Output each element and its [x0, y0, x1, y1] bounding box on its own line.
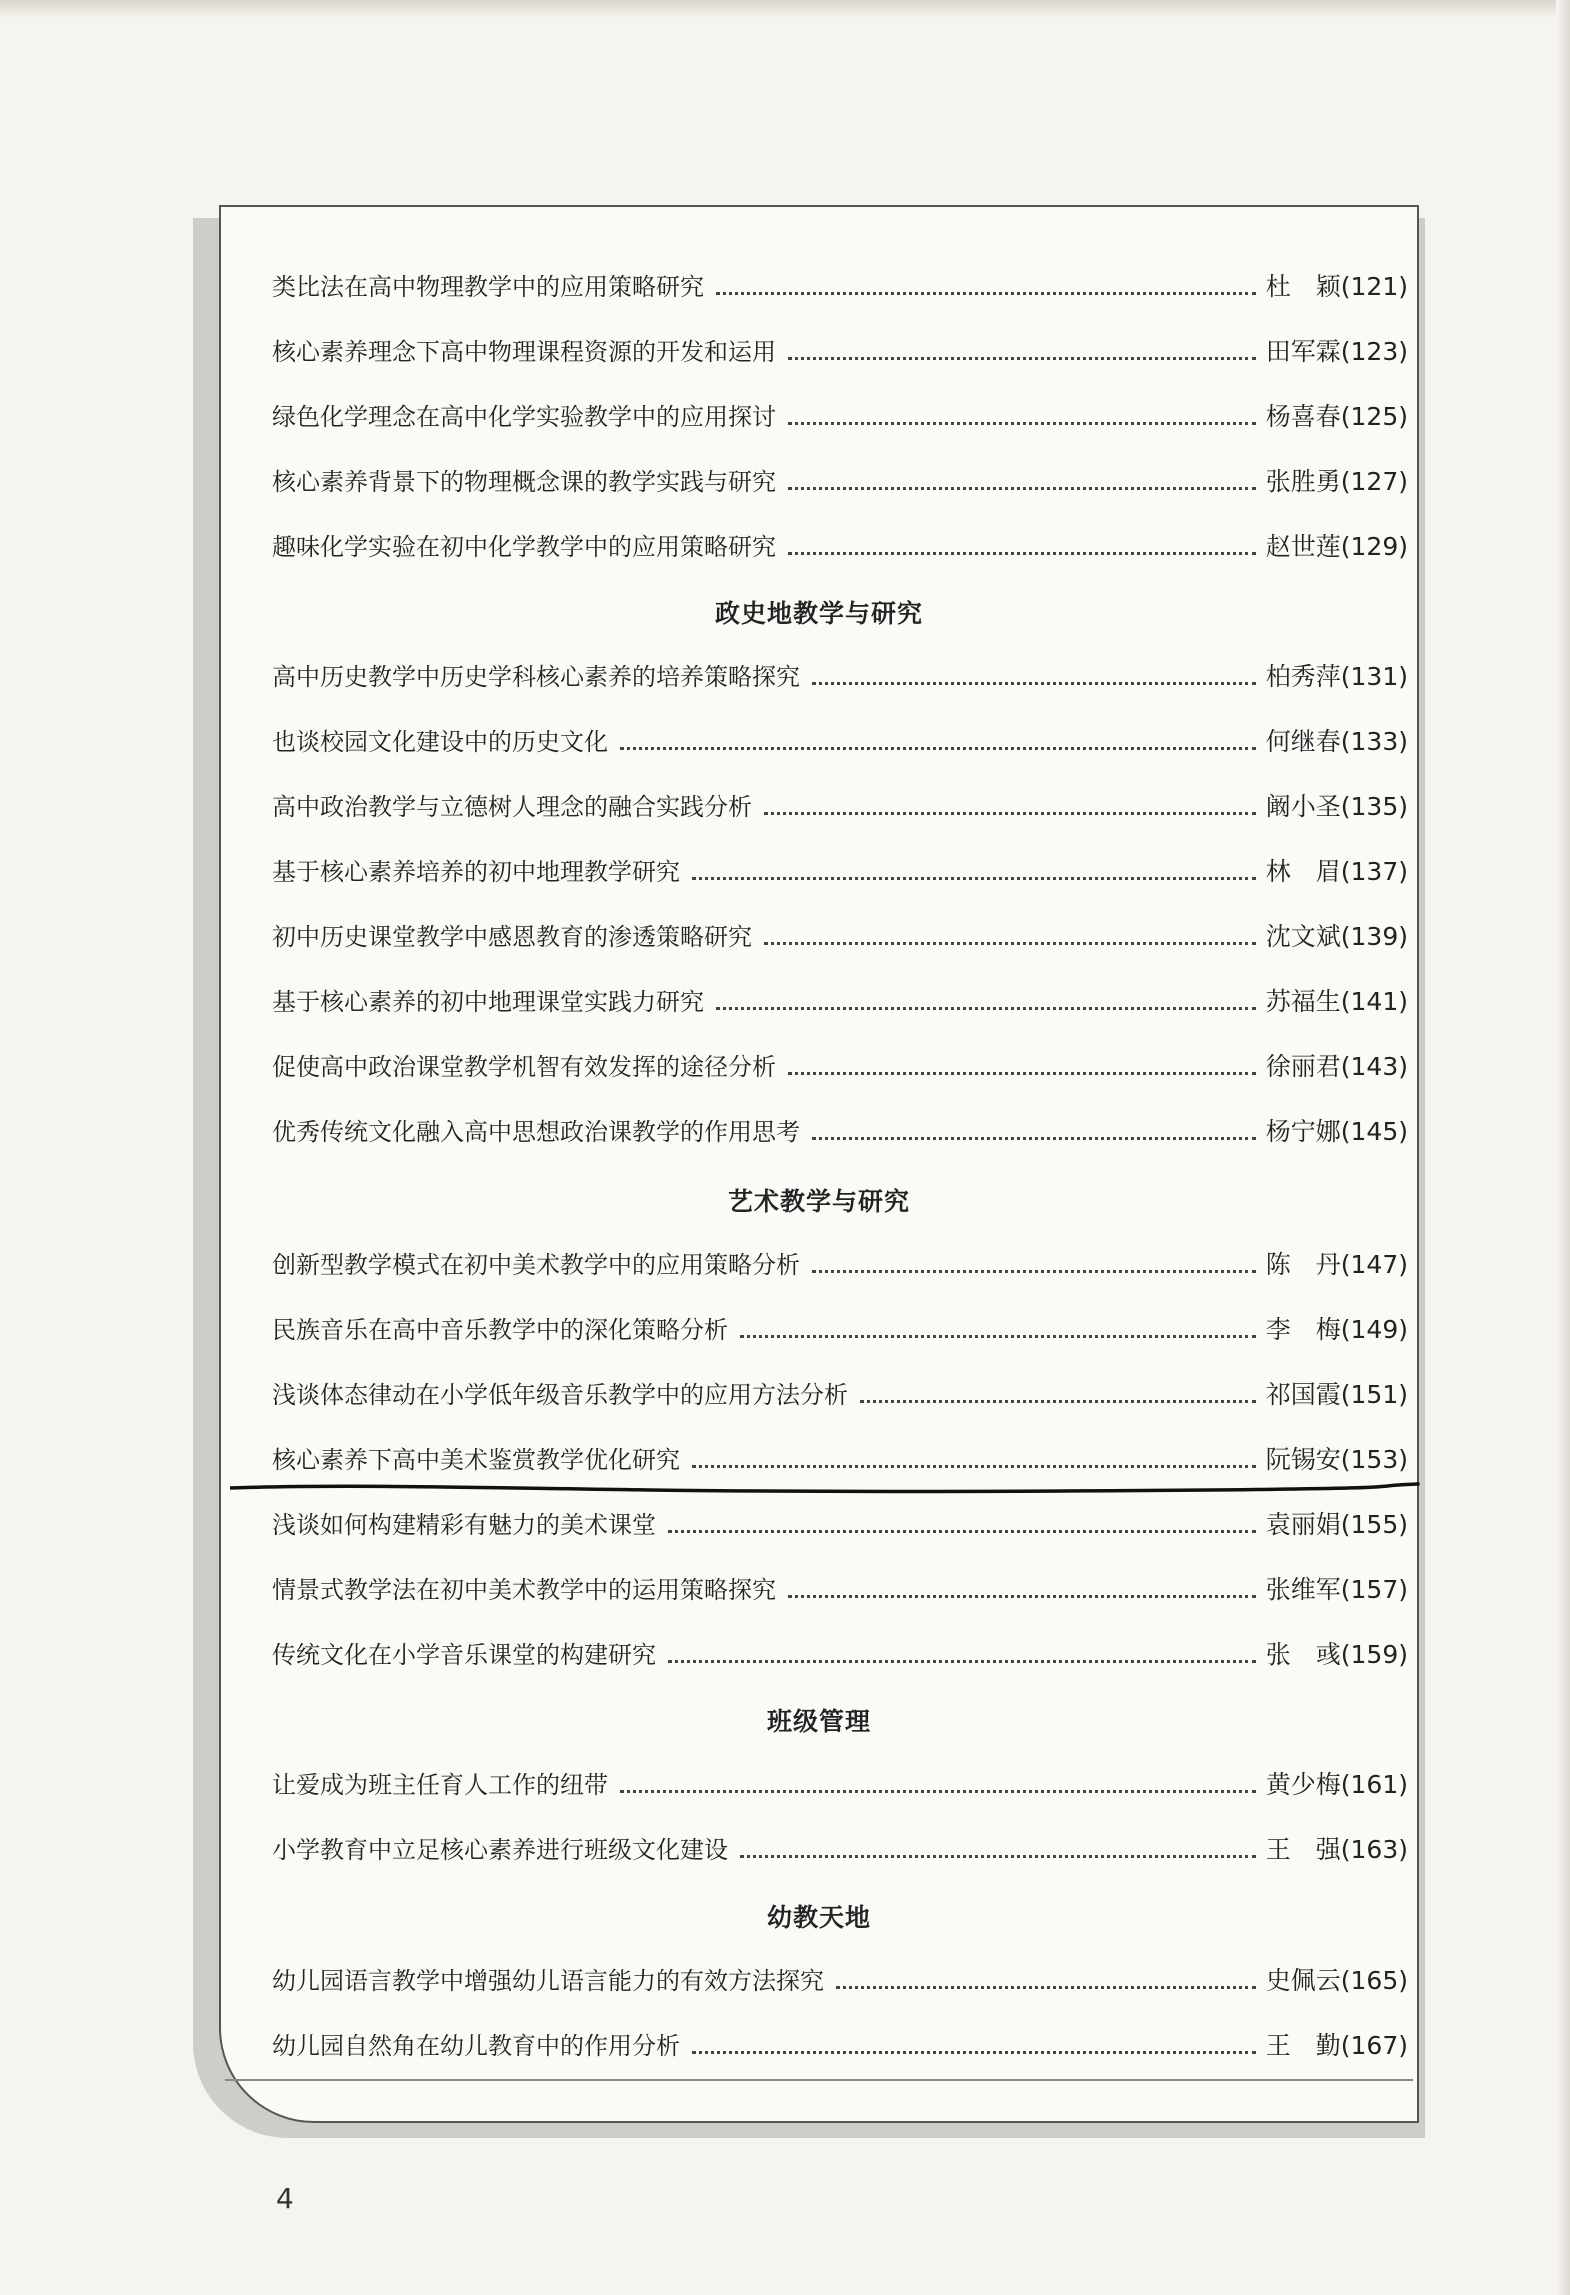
leader-dots — [788, 357, 1256, 360]
toc-entry[interactable] — [272, 1760, 1408, 1800]
entry-title: 核心素养理念下高中物理课程资源的开发和运用 — [272, 338, 776, 366]
leader-dots — [788, 422, 1256, 425]
entry-title: 幼儿园语言教学中增强幼儿语言能力的有效方法探究 — [272, 1967, 824, 1995]
entry-title: 传统文化在小学音乐课堂的构建研究 — [272, 1641, 656, 1669]
scan-edge-right — [1556, 0, 1570, 2295]
toc-entry[interactable] — [272, 1565, 1408, 1605]
leader-dots — [812, 1137, 1256, 1140]
leader-dots — [668, 1530, 1256, 1533]
entry-author-page: 阮锡安(153) — [1265, 1445, 1408, 1474]
entry-title: 高中历史教学中历史学科核心素养的培养策略探究 — [272, 663, 800, 691]
entry-author-page: 何继春(133) — [1265, 727, 1408, 756]
leader-dots — [668, 1660, 1256, 1663]
leader-dots — [620, 747, 1256, 750]
entry-author-page: 杨宁娜(145) — [1265, 1117, 1408, 1146]
entry-title: 类比法在高中物理教学中的应用策略研究 — [272, 273, 704, 301]
entry-title: 浅谈如何构建精彩有魅力的美术课堂 — [272, 1511, 656, 1539]
entry-title: 核心素养背景下的物理概念课的教学实践与研究 — [272, 468, 776, 496]
entry-title: 也谈校园文化建设中的历史文化 — [272, 728, 608, 756]
entry-title: 幼儿园自然角在幼儿教育中的作用分析 — [272, 2032, 680, 2060]
entry-author-page: 袁丽娟(155) — [1265, 1510, 1408, 1539]
section-heading-art-teaching: 艺术教学与研究 — [727, 1187, 910, 1216]
entry-author-page: 黄少梅(161) — [1265, 1770, 1408, 1799]
toc-entry[interactable] — [272, 1825, 1408, 1865]
entry-author-page: 苏福生(141) — [1265, 987, 1408, 1016]
entry-title: 小学教育中立足核心素养进行班级文化建设 — [272, 1836, 728, 1864]
entry-author-page: 沈文斌(139) — [1265, 922, 1408, 951]
entry-title: 高中政治教学与立德树人理念的融合实践分析 — [272, 793, 752, 821]
section-heading-kindergarten: 幼教天地 — [766, 1903, 871, 1932]
entry-title: 基于核心素养的初中地理课堂实践力研究 — [272, 988, 704, 1016]
leader-dots — [788, 487, 1256, 490]
entry-title: 情景式教学法在初中美术教学中的运用策略探究 — [272, 1576, 776, 1604]
leader-dots — [836, 1986, 1256, 1989]
entry-title: 让爱成为班主任育人工作的纽带 — [272, 1771, 608, 1799]
entry-title: 优秀传统文化融入高中思想政治课教学的作用思考 — [272, 1118, 800, 1146]
leader-dots — [812, 1270, 1256, 1273]
toc-entry[interactable] — [272, 1042, 1408, 1082]
entry-author-page: 阚小圣(135) — [1265, 792, 1408, 821]
leader-dots — [860, 1400, 1256, 1403]
leader-dots — [692, 1465, 1256, 1468]
leader-dots — [740, 1335, 1256, 1338]
leader-dots — [740, 1855, 1256, 1858]
entry-title: 促使高中政治课堂教学机智有效发挥的途径分析 — [272, 1053, 776, 1081]
pen-underline-mark — [230, 1478, 1420, 1500]
toc-entry[interactable] — [272, 1305, 1408, 1345]
leader-dots — [716, 292, 1256, 295]
entry-author-page: 柏秀萍(131) — [1265, 662, 1408, 691]
entry-title: 核心素养下高中美术鉴赏教学优化研究 — [272, 1446, 680, 1474]
entry-author-page: 李 梅(149) — [1265, 1315, 1408, 1344]
entry-author-page: 祁国霞(151) — [1265, 1380, 1408, 1409]
entry-author-page: 林 眉(137) — [1265, 857, 1408, 886]
entry-title: 绿色化学理念在高中化学实验教学中的应用探讨 — [272, 403, 776, 431]
toc-entry-highlighted[interactable] — [272, 1435, 1408, 1475]
toc-entry[interactable] — [272, 782, 1408, 822]
section-heading-history-politics-geography: 政史地教学与研究 — [714, 599, 923, 628]
toc-entry[interactable] — [272, 717, 1408, 757]
toc-entry[interactable] — [272, 1107, 1408, 1147]
toc-entry[interactable] — [272, 1956, 1408, 1996]
entry-title: 初中历史课堂教学中感恩教育的渗透策略研究 — [272, 923, 752, 951]
leader-dots — [620, 1790, 1256, 1793]
toc-entry[interactable] — [272, 1500, 1408, 1540]
entry-title: 创新型教学模式在初中美术教学中的应用策略分析 — [272, 1251, 800, 1279]
entry-title: 浅谈体态律动在小学低年级音乐教学中的应用方法分析 — [272, 1381, 848, 1409]
toc-entry[interactable] — [272, 1240, 1408, 1280]
toc-entry[interactable] — [272, 912, 1408, 952]
scan-edge-top — [0, 0, 1570, 18]
leader-dots — [788, 552, 1256, 555]
entry-author-page: 杨喜春(125) — [1265, 402, 1408, 431]
leader-dots — [764, 812, 1256, 815]
toc-entry[interactable] — [272, 262, 1408, 302]
toc-entry[interactable] — [272, 977, 1408, 1017]
entry-author-page: 张胜勇(127) — [1265, 467, 1408, 496]
entry-author-page: 史佩云(165) — [1265, 1966, 1408, 1995]
toc-entry[interactable] — [272, 522, 1408, 562]
leader-dots — [764, 942, 1256, 945]
entry-author-page: 徐丽君(143) — [1265, 1052, 1408, 1081]
entry-author-page: 田军霖(123) — [1265, 337, 1408, 366]
leader-dots — [788, 1595, 1256, 1598]
entry-author-page: 张维军(157) — [1265, 1575, 1408, 1604]
toc-entry[interactable] — [272, 1630, 1408, 1670]
leader-dots — [692, 2051, 1256, 2054]
entry-author-page: 张 彧(159) — [1265, 1640, 1408, 1669]
section-heading-class-management: 班级管理 — [766, 1707, 871, 1736]
entry-title: 基于核心素养培养的初中地理教学研究 — [272, 858, 680, 886]
toc-entry[interactable] — [272, 392, 1408, 432]
toc-entry[interactable] — [272, 2021, 1408, 2061]
entry-author-page: 王 勤(167) — [1265, 2031, 1408, 2060]
entry-author-page: 赵世莲(129) — [1265, 532, 1408, 561]
leader-dots — [812, 682, 1256, 685]
entry-author-page: 王 强(163) — [1265, 1835, 1408, 1864]
entry-author-page: 杜 颖(121) — [1265, 272, 1408, 301]
toc-entry[interactable] — [272, 652, 1408, 692]
leader-dots — [692, 877, 1256, 880]
entry-title: 趣味化学实验在初中化学教学中的应用策略研究 — [272, 533, 776, 561]
toc-entry[interactable] — [272, 457, 1408, 497]
page-number: 4 — [276, 2182, 294, 2215]
frame-bottom-rule — [225, 2079, 1413, 2081]
toc-entry[interactable] — [272, 1370, 1408, 1410]
toc-entry[interactable] — [272, 847, 1408, 887]
entry-author-page: 陈 丹(147) — [1265, 1250, 1408, 1279]
leader-dots — [716, 1007, 1256, 1010]
leader-dots — [788, 1072, 1256, 1075]
entry-title: 民族音乐在高中音乐教学中的深化策略分析 — [272, 1316, 728, 1344]
toc-entry[interactable] — [272, 327, 1408, 367]
